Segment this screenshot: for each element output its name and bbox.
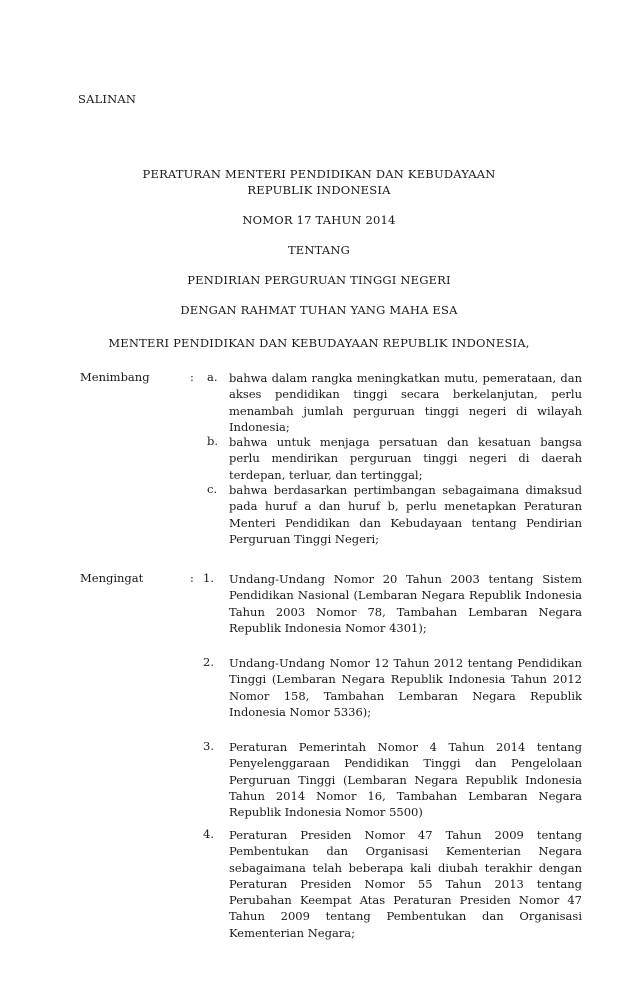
mengingat-marker-4: 4.	[203, 827, 214, 841]
menimbang-label: Menimbang	[80, 370, 150, 384]
mengingat-item-4: Peraturan Presiden Nomor 47 Tahun 2009 tentang Pembentukan dan Organisasi Kementerian Negara sebagaimana telah beberapa kali diubah terakhir dengan Peraturan Presiden Nomor 55 Tahun 2013 tentang Perubahan Keempat Atas Peraturan Presiden Nomor 47 Tahun 2009 tentang Pembentukan dan Organisasi Kementerian Negara;	[229, 828, 582, 940]
mengingat-marker-1: 1.	[203, 571, 214, 585]
mengingat-colon: :	[190, 571, 194, 585]
menimbang-marker-b: b.	[207, 434, 219, 448]
mengingat-item-1: Undang-Undang Nomor 20 Tahun 2003 tentang Sistem Pendidikan Nasional (Lembaran Negara Republik Indonesia Tahun 2003 Nomor 78, Tambahan Lembaran Negara Republik Indonesia Nomor 4301);	[229, 572, 582, 635]
menimbang-item-b: bahwa untuk menjaga persatuan dan kesatuan bangsa perlu mendirikan perguruan tinggi negeri di daerah terdepan, terluar, dan tertinggal;	[229, 435, 582, 482]
issuing-authority: MENTERI PENDIDIKAN DAN KEBUDAYAAN REPUBLIK INDONESIA,	[108, 336, 530, 350]
regulation-number: NOMOR 17 TAHUN 2014	[242, 213, 396, 227]
mengingat-label: Mengingat	[80, 571, 144, 585]
mengingat-marker-3: 3.	[203, 739, 214, 753]
mengingat-marker-2: 2.	[203, 655, 214, 669]
preamble-rahmat: DENGAN RAHMAT TUHAN YANG MAHA ESA	[180, 303, 458, 317]
mengingat-item-3: Peraturan Pemerintah Nomor 4 Tahun 2014 tentang Penyelenggaraan Pendidikan Tinggi dan Pengelolaan Perguruan Tinggi (Lembaran Negara Republik Indonesia Tahun 2014 Nomor 16, Tambahan Lembaran Negara Republik Indonesia Nomor 5500)	[229, 740, 582, 820]
menimbang-marker-c: c.	[207, 482, 218, 496]
menimbang-colon: :	[190, 370, 194, 384]
regulation-subject: PENDIRIAN PERGURUAN TINGGI NEGERI	[187, 273, 451, 287]
regulation-title-line2: REPUBLIK INDONESIA	[247, 183, 391, 197]
copy-marker: SALINAN	[78, 92, 137, 106]
menimbang-item-c: bahwa berdasarkan pertimbangan sebagaimana dimaksud pada huruf a dan huruf b, perlu menetapkan Peraturan Menteri Pendidikan dan Kebudayaan tentang Pendirian Perguruan Tinggi Negeri;	[229, 483, 582, 546]
regulation-title-line1: PERATURAN MENTERI PENDIDIKAN DAN KEBUDAYAAN	[142, 167, 496, 181]
mengingat-item-2: Undang-Undang Nomor 12 Tahun 2012 tentang Pendidikan Tinggi (Lembaran Negara Republik Indonesia Tahun 2012 Nomor 158, Tambahan Lembaran Negara Republik Indonesia Nomor 5336);	[229, 656, 582, 719]
tentang-heading: TENTANG	[287, 243, 351, 257]
menimbang-item-a: bahwa dalam rangka meningkatkan mutu, pemerataan, dan akses pendidikan tinggi secara berkelanjutan, perlu menambah jumlah perguruan tinggi negeri di wilayah Indonesia;	[229, 371, 582, 434]
menimbang-marker-a: a.	[207, 370, 218, 384]
